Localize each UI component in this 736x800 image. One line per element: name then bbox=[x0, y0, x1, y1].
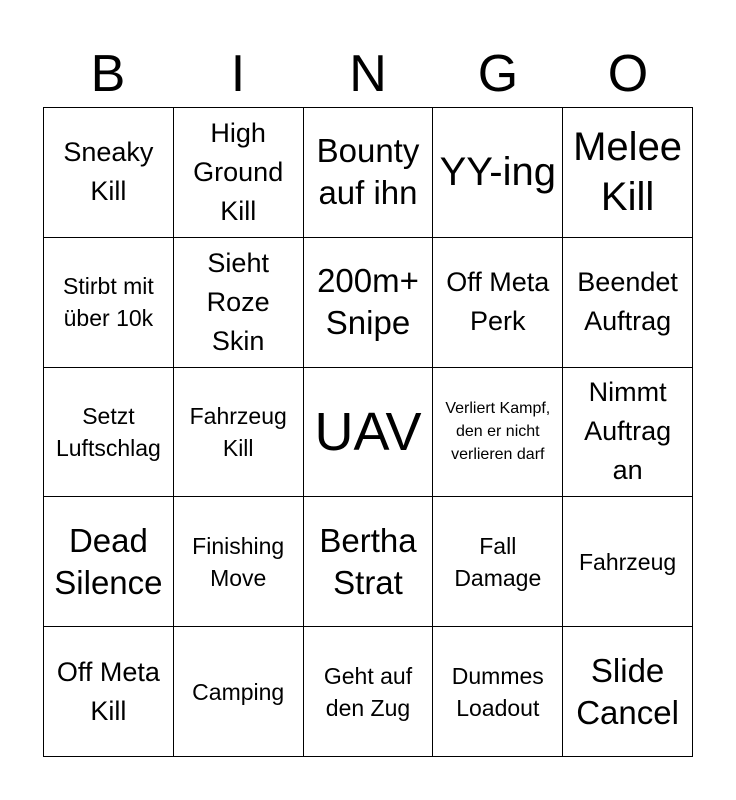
bingo-cell[interactable] bbox=[304, 627, 434, 757]
bingo-cell[interactable] bbox=[304, 108, 434, 238]
cell-label: Slide Cancel bbox=[576, 651, 679, 731]
cell-label: Verliert Kampf, den er nicht verlieren darf bbox=[445, 400, 551, 464]
bingo-cell[interactable] bbox=[304, 368, 434, 498]
cell-label: Fahrzeug Kill bbox=[189, 402, 287, 461]
bingo-cell[interactable] bbox=[174, 627, 304, 757]
bingo-cell[interactable] bbox=[174, 108, 304, 238]
cell-label: Nimmt Auftrag an bbox=[584, 377, 672, 486]
cell-label: UAV bbox=[314, 401, 422, 462]
bingo-grid bbox=[43, 107, 693, 757]
cell-label: Geht auf den Zug bbox=[323, 662, 413, 721]
cell-label: Melee Kill bbox=[573, 125, 683, 220]
cell-label: Off Meta Kill bbox=[56, 656, 160, 726]
cell-label: Sieht Roze Skin bbox=[206, 247, 270, 356]
bingo-cell[interactable] bbox=[433, 238, 563, 368]
cell-label: YY-ing bbox=[439, 150, 556, 195]
cell-label: Beendet Auftrag bbox=[577, 267, 678, 337]
bingo-cell[interactable] bbox=[44, 238, 174, 368]
cell-label: Camping bbox=[192, 678, 285, 705]
cell-label: Sneaky Kill bbox=[63, 137, 154, 207]
bingo-cell[interactable] bbox=[44, 368, 174, 498]
cell-label: High Ground Kill bbox=[193, 117, 284, 226]
bingo-cell[interactable] bbox=[563, 238, 693, 368]
bingo-header bbox=[43, 42, 693, 106]
bingo-cell[interactable] bbox=[304, 497, 434, 627]
header-letter-g: G bbox=[477, 45, 519, 103]
bingo-cell[interactable] bbox=[433, 497, 563, 627]
bingo-cell[interactable] bbox=[44, 627, 174, 757]
bingo-cell[interactable] bbox=[433, 368, 563, 498]
cell-label: Bounty auf ihn bbox=[316, 132, 420, 212]
cell-label: Bertha Strat bbox=[319, 521, 417, 601]
bingo-cell[interactable] bbox=[563, 497, 693, 627]
bingo-cell[interactable] bbox=[563, 108, 693, 238]
cell-label: 200m+ Snipe bbox=[317, 262, 419, 342]
bingo-cell[interactable] bbox=[433, 627, 563, 757]
cell-label: Finishing Move bbox=[192, 532, 285, 591]
bingo-cell[interactable] bbox=[174, 238, 304, 368]
cell-label: Fahrzeug bbox=[579, 548, 677, 575]
bingo-cell[interactable] bbox=[174, 368, 304, 498]
bingo-cell[interactable] bbox=[433, 108, 563, 238]
bingo-cell[interactable] bbox=[44, 497, 174, 627]
cell-label: Dummes Loadout bbox=[451, 662, 544, 721]
cell-label: Off Meta Perk bbox=[446, 267, 550, 337]
bingo-cell[interactable] bbox=[563, 627, 693, 757]
cell-label: Fall Damage bbox=[454, 532, 542, 591]
cell-label: Dead Silence bbox=[54, 521, 163, 601]
bingo-cell[interactable] bbox=[174, 497, 304, 627]
header-letter-o: O bbox=[607, 45, 649, 103]
bingo-cell[interactable] bbox=[44, 108, 174, 238]
header-letter-n: N bbox=[349, 45, 387, 103]
cell-label: Stirbt mit über 10k bbox=[63, 273, 154, 332]
header-letter-i: I bbox=[230, 45, 246, 103]
bingo-cell[interactable] bbox=[304, 238, 434, 368]
header-letter-b: B bbox=[90, 45, 126, 103]
bingo-cell[interactable] bbox=[563, 368, 693, 498]
cell-label: Setzt Luftschlag bbox=[55, 402, 161, 461]
